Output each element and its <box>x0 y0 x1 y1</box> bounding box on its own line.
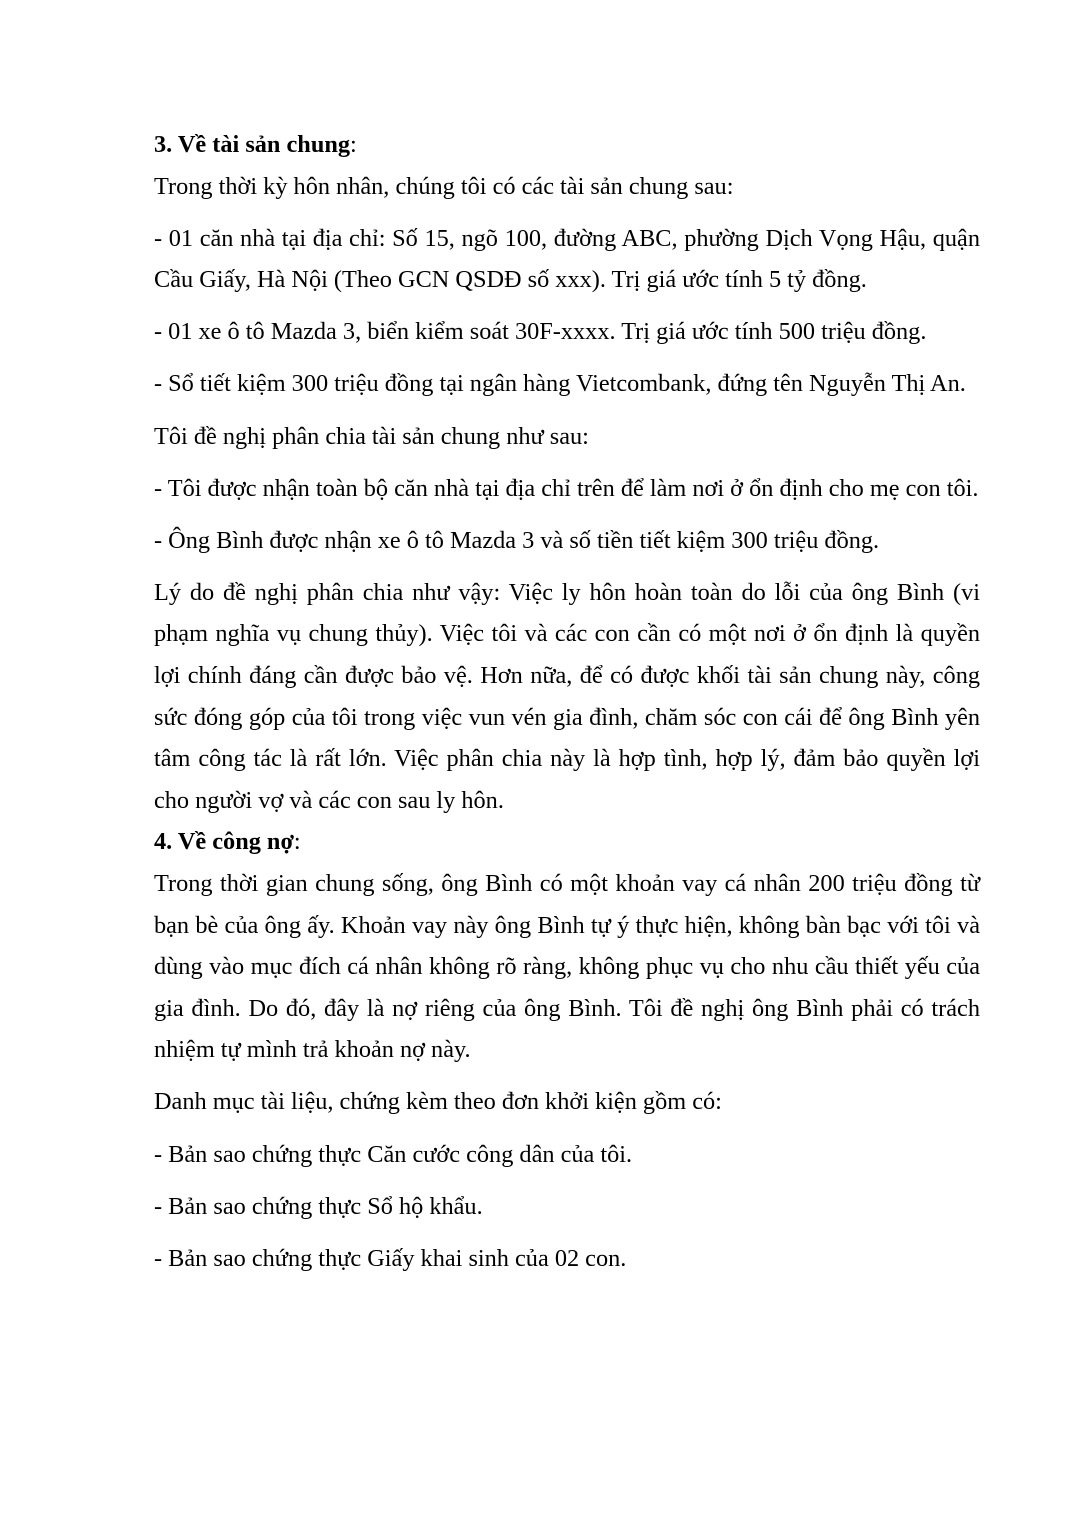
attachments-intro: Danh mục tài liệu, chứng kèm theo đơn khởi kiện gồm có: <box>154 1088 722 1116</box>
section-4-heading-text: 4. Về công nợ <box>154 828 294 856</box>
proposal-item-car-savings: - Ông Bình được nhận xe ô tô Mazda 3 và số tiền tiết kiệm 300 triệu đồng. <box>154 526 880 554</box>
section-3-heading <box>154 124 980 166</box>
section-3-intro: Trong thời kỳ hôn nhân, chúng tôi có các tài sản chung sau: <box>154 172 734 200</box>
asset-item-savings: - Sổ tiết kiệm 300 triệu đồng tại ngân hàng Vietcombank, đứng tên Nguyễn Thị An. <box>154 370 966 398</box>
asset-item-house: - 01 căn nhà tại địa chỉ: Số 15, ngõ 100, đường ABC, phường Dịch Vọng Hậu, quận Cầu Giấy, Hà Nội (Theo GCN QSDĐ số xxx). Trị giá ước tính 5 tỷ đồng. <box>154 224 980 294</box>
proposal-item-house: - Tôi được nhận toàn bộ căn nhà tại địa chỉ trên để làm nơi ở ổn định cho mẹ con tôi. <box>154 474 979 502</box>
attachment-item-household-book: - Bản sao chứng thực Sổ hộ khẩu. <box>154 1192 483 1220</box>
section-4-body: Trong thời gian chung sống, ông Bình có một khoản vay cá nhân 200 triệu đồng từ bạn bè của ông ấy. Khoản vay này ông Bình tự ý thực hiện, không bàn bạc với tôi và dùng vào mục đích cá nhân không rõ ràng, không phục vụ cho nhu cầu thiết yếu của gia đình. Do đó, đây là nợ riêng của ông Bình. Tôi đề nghị ông Bình phải có trách nhiệm tự mình trả khoản nợ này. <box>154 870 980 1064</box>
section-4-heading <box>154 821 980 863</box>
document-page <box>154 124 980 1290</box>
attachment-item-birth-certificates: - Bản sao chứng thực Giấy khai sinh của 02 con. <box>154 1244 627 1272</box>
asset-item-car: - 01 xe ô tô Mazda 3, biển kiểm soát 30F-xxxx. Trị giá ước tính 500 triệu đồng. <box>154 318 927 346</box>
proposal-reason: Lý do đề nghị phân chia như vậy: Việc ly hôn hoàn toàn do lỗi của ông Bình (vi phạm nghĩa vụ chung thủy). Việc tôi và các con cần có một nơi ở ổn định là quyền lợi chính đáng cần được bảo vệ. Hơn nữa, để có được khối tài sản chung này, công sức đóng góp của tôi trong việc vun vén gia đình, chăm sóc con cái để ông Bình yên tâm công tác là rất lớn. Việc phân chia này là hợp tình, hợp lý, đảm bảo quyền lợi cho người vợ và các con sau ly hôn. <box>154 578 980 814</box>
section-3-heading-colon: : <box>350 131 357 158</box>
section-4-heading-colon: : <box>293 828 301 856</box>
proposal-intro: Tôi đề nghị phân chia tài sản chung như sau: <box>154 422 589 450</box>
attachment-item-id-card: - Bản sao chứng thực Căn cước công dân của tôi. <box>154 1140 633 1168</box>
section-3-heading-text: 3. Về tài sản chung <box>154 131 350 158</box>
